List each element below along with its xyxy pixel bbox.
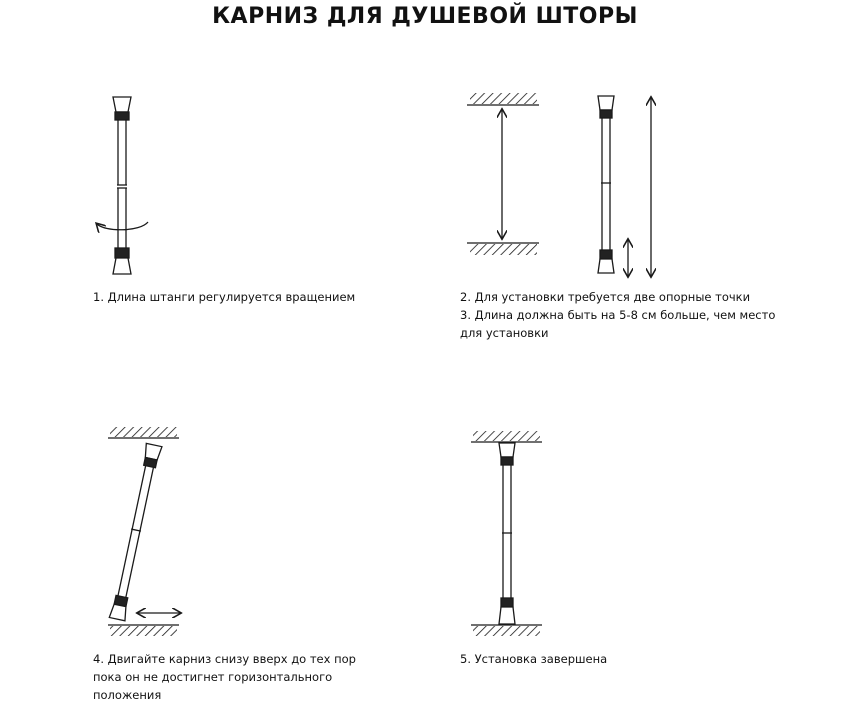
page-title: КАРНИЗ ДЛЯ ДУШЕВОЙ ШТОРЫ [212, 4, 638, 29]
step-5-caption: 5. Установка завершена [460, 652, 608, 666]
panel-4-tilted [108, 427, 180, 636]
step-4-caption: 4. Двигайте карниз снизу вверх до тех пор пока он не достигнет горизонтального положения [93, 652, 356, 702]
step-1-caption: 1. Длина штанги регулируется вращением [93, 290, 356, 304]
step-3-caption: 3. Длина должна быть на 5-8 см больше, чем место для установки [460, 308, 776, 340]
panel-2-supports [467, 93, 651, 276]
panel-5-installed [471, 431, 542, 636]
panel-1-rod [97, 97, 148, 274]
step-2-caption: 2. Для установки требуется две опорные точки [460, 290, 751, 304]
